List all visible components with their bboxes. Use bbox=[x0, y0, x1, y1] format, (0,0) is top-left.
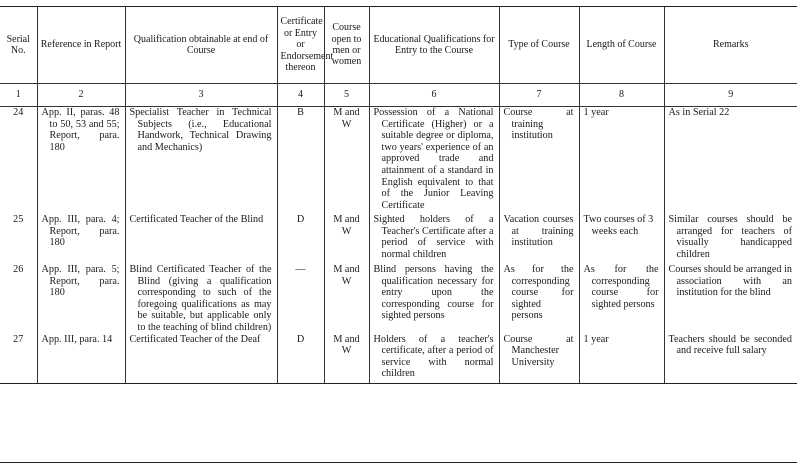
serial-cell: 27 bbox=[0, 334, 37, 384]
header-length-of-course: Length of Course bbox=[579, 7, 664, 84]
length-cell: 1 year bbox=[579, 107, 664, 215]
table-body bbox=[0, 107, 797, 384]
header-serial-no: Serial No. bbox=[0, 7, 37, 84]
column-number: 9 bbox=[664, 84, 797, 107]
column-number: 8 bbox=[579, 84, 664, 107]
open-to-cell: M and W bbox=[324, 264, 369, 334]
type-cell: Course at training institution bbox=[499, 107, 579, 215]
column-number: 1 bbox=[0, 84, 37, 107]
remarks-cell: As in Serial 22 bbox=[664, 107, 797, 215]
reference-cell: App. III, para. 14 bbox=[37, 334, 125, 384]
column-number: 7 bbox=[499, 84, 579, 107]
remarks-cell: Similar courses should be arranged for teachers of visually handicapped children bbox=[664, 214, 797, 264]
column-number: 6 bbox=[369, 84, 499, 107]
entry-qualifications-cell: Possession of a National Certificate (Higher) or a suitable degree or diploma, two years' experience of an approved trade and attainment of a standard in English equivalent to that of the Junior Leaving Certificate bbox=[369, 107, 499, 215]
header-open-to: Course open to men or women bbox=[324, 7, 369, 84]
open-to-cell: M and W bbox=[324, 107, 369, 215]
certificate-cell: B bbox=[277, 107, 324, 215]
remarks-cell: Courses should be arranged in association with an institution for the blind bbox=[664, 264, 797, 334]
bottom-rule bbox=[0, 462, 797, 463]
certificate-cell: D bbox=[277, 214, 324, 264]
qualification-cell: Specialist Teacher in Technical Subjects (i.e., Educational Handwork, Technical Drawing and Mechanics) bbox=[125, 107, 277, 215]
reference-cell: App. II, paras. 48 to 50, 53 and 55; Report, para. 180 bbox=[37, 107, 125, 215]
reference-cell: App. III, para. 5; Report, para. 180 bbox=[37, 264, 125, 334]
open-to-cell: M and W bbox=[324, 334, 369, 384]
certificate-cell: D bbox=[277, 334, 324, 384]
open-to-cell: M and W bbox=[324, 214, 369, 264]
column-number: 3 bbox=[125, 84, 277, 107]
table-row bbox=[0, 334, 797, 384]
type-cell: Vacation courses at training institution bbox=[499, 214, 579, 264]
qualification-cell: Certificated Teacher of the Blind bbox=[125, 214, 277, 264]
table-row bbox=[0, 107, 797, 215]
entry-qualifications-cell: Sighted holders of a Teacher's Certificate after a period of service with normal children bbox=[369, 214, 499, 264]
serial-cell: 24 bbox=[13, 107, 24, 118]
qualification-cell: Blind Certificated Teacher of the Blind (giving a qualification corresponding to such of the foregoing qualifications as may be suitable, but applicable only to the teaching of blind children) bbox=[125, 264, 277, 334]
type-cell: Course at Manchester University bbox=[499, 334, 579, 384]
table-header bbox=[0, 7, 797, 107]
remarks-cell: Teachers should be seconded and receive full salary bbox=[664, 334, 797, 384]
header-entry-qualifications: Educational Qualifications for Entry to the Course bbox=[369, 7, 499, 84]
header-row bbox=[0, 7, 797, 84]
table-row bbox=[0, 264, 797, 334]
column-number-row bbox=[0, 84, 797, 107]
length-cell: Two courses of 3 weeks each bbox=[579, 214, 664, 264]
length-cell: As for the corresponding course for sighted persons bbox=[579, 264, 664, 334]
reference-cell: App. III, para. 4; Report, para. 180 bbox=[37, 214, 125, 264]
certificate-cell: — bbox=[277, 264, 324, 334]
column-number: 5 bbox=[324, 84, 369, 107]
entry-qualifications-cell: Holders of a teacher's certificate, after a period of service with normal children bbox=[369, 334, 499, 384]
table-row bbox=[0, 214, 797, 264]
column-number: 4 bbox=[277, 84, 324, 107]
header-remarks: Remarks bbox=[664, 7, 797, 84]
qualification-cell: Certificated Teacher of the Deaf bbox=[125, 334, 277, 384]
courses-table bbox=[0, 6, 797, 384]
header-reference: Reference in Report bbox=[37, 7, 125, 84]
column-number: 2 bbox=[37, 84, 125, 107]
header-qualification: Qualification obtainable at end of Course bbox=[125, 7, 277, 84]
length-cell: 1 year bbox=[579, 334, 664, 384]
type-cell: As for the corresponding course for sighted persons bbox=[499, 264, 579, 334]
header-certificate: Certificate or Entry or Endorsement thereon bbox=[277, 7, 324, 84]
entry-qualifications-cell: Blind persons having the qualification necessary for entry upon the corresponding course for sighted persons bbox=[369, 264, 499, 334]
serial-cell: 25 bbox=[13, 214, 24, 225]
serial-cell: 26 bbox=[13, 264, 24, 275]
header-type-of-course: Type of Course bbox=[499, 7, 579, 84]
